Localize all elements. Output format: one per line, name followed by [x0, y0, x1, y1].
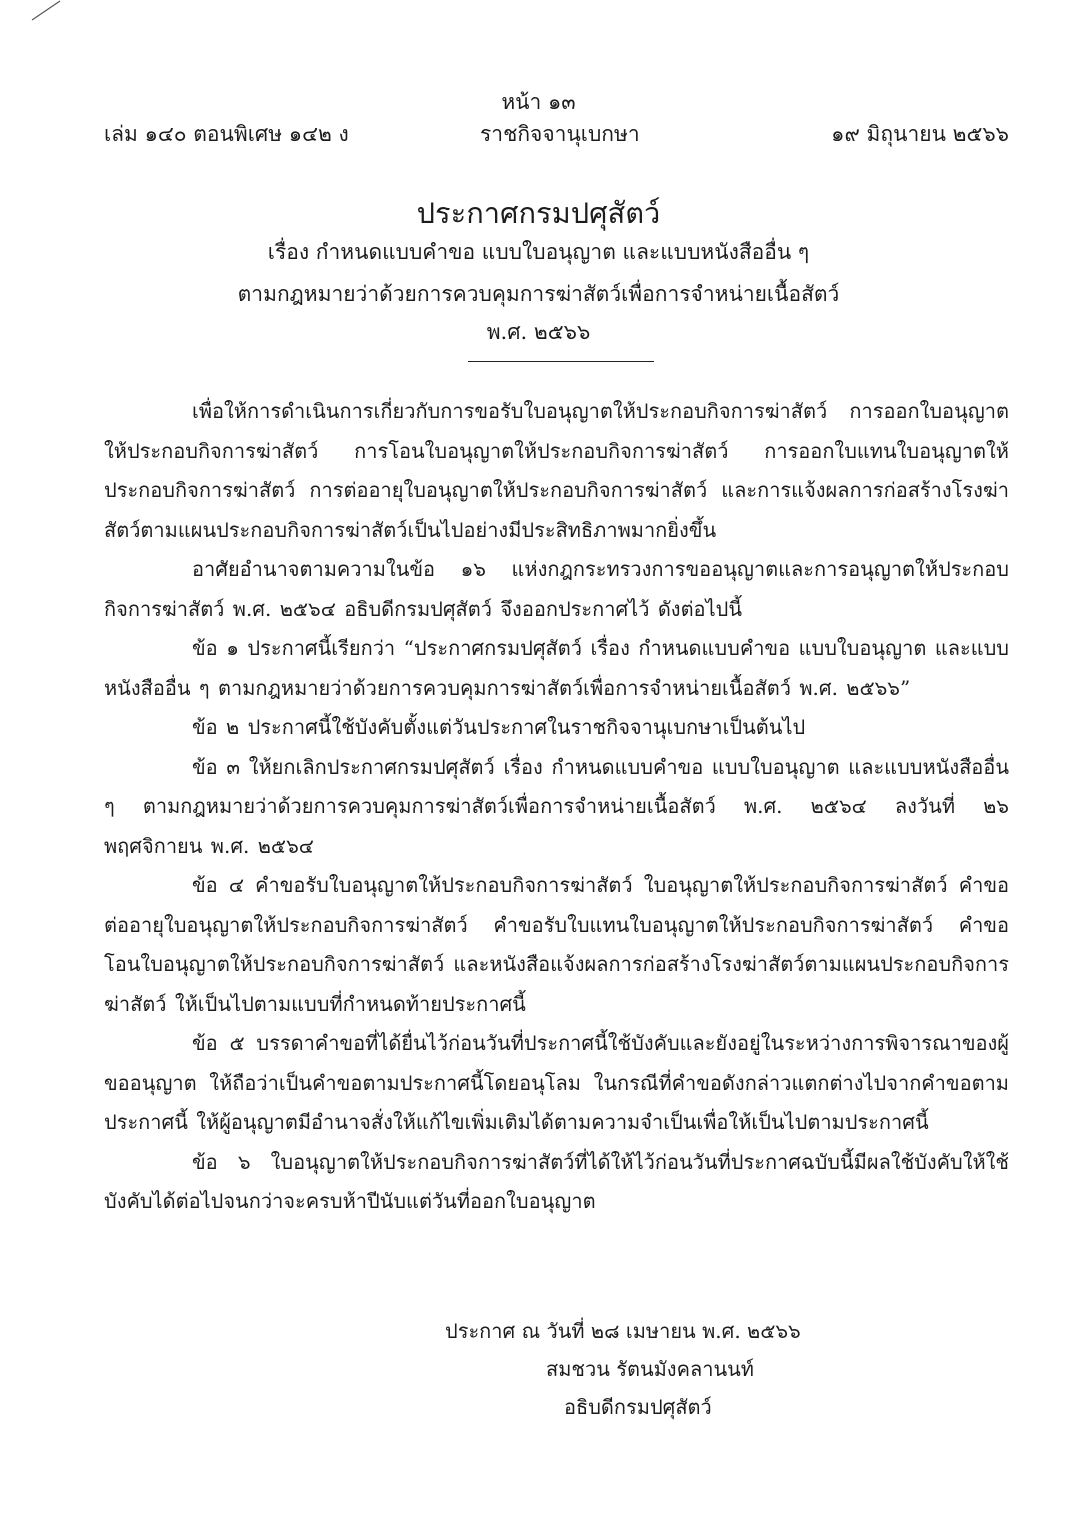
- scan-pen-mark: [30, 0, 64, 22]
- paragraph-purpose: เพื่อให้การดำเนินการเกี่ยวกับการขอรับใบอนุญาตให้ประกอบกิจการฆ่าสัตว์ การออกใบอนุญาตให้ประกอบกิจการฆ่าสัตว์ การโอนใบอนุญาตให้ประกอบกิจการฆ่าสัตว์ การออกใบแทนใบอนุญาตให้ประกอบกิจการฆ่าสัตว์ การต่ออายุใบอนุญาตให้ประกอบกิจการฆ่าสัตว์ และการแจ้งผลการก่อสร้างโรงฆ่าสัตว์ตามแผนประกอบกิจการฆ่าสัตว์เป็นไปอย่างมีประสิทธิภาพมากยิ่งขึ้น: [104, 399, 1009, 542]
- announcement-title: ประกาศกรมปศุสัตว์: [416, 196, 661, 230]
- subject-line-1: เรื่อง กำหนดแบบคำขอ แบบใบอนุญาต และแบบหนังสืออื่น ๆ: [267, 240, 810, 264]
- clause-1: ข้อ ๑ ประกาศนี้เรียกว่า “ประกาศกรมปศุสัตว์ เรื่อง กำหนดแบบคำขอ แบบใบอนุญาต และแบบหนังสืออื่น ๆ ตามกฎหมายว่าด้วยการควบคุมการฆ่าสัตว์เพื่อการจำหน่ายเนื้อสัตว์ พ.ศ. ๒๕๖๖”: [104, 636, 1009, 700]
- signatory-name: สมชวน รัตนมังคลานนท์: [546, 1357, 754, 1381]
- gazette-date: ๑๙ มิถุนายน ๒๕๖๖: [831, 122, 1009, 146]
- subject-year: พ.ศ. ๒๕๖๖: [486, 320, 591, 344]
- subject-line-2: ตามกฎหมายว่าด้วยการควบคุมการฆ่าสัตว์เพื่อการจำหน่ายเนื้อสัตว์: [237, 282, 840, 306]
- clause-4: ข้อ ๔ คำขอรับใบอนุญาตให้ประกอบกิจการฆ่าสัตว์ ใบอนุญาตให้ประกอบกิจการฆ่าสัตว์ คำขอต่ออายุใบอนุญาตให้ประกอบกิจการฆ่าสัตว์ คำขอรับใบแทนใบอนุญาตให้ประกอบกิจการฆ่าสัตว์ คำขอโอนใบอนุญาตให้ประกอบกิจการฆ่าสัตว์ และหนังสือแจ้งผลการก่อสร้างโรงฆ่าสัตว์ตามแผนประกอบกิจการฆ่าสัตว์ ให้เป็นไปตามแบบที่กำหนดท้ายประกาศนี้: [104, 873, 1009, 1016]
- announced-date: ประกาศ ณ วันที่ ๒๘ เมษายน พ.ศ. ๒๕๖๖: [445, 1319, 801, 1343]
- page-number: หน้า ๑๓: [501, 90, 576, 114]
- announcement-body: [104, 392, 1009, 1222]
- signatory-position: อธิบดีกรมปศุสัตว์: [564, 1395, 712, 1419]
- gazette-name: ราชกิจจานุเบกษา: [480, 122, 640, 146]
- paragraph-authority: อาศัยอำนาจตามความในข้อ ๑๖ แห่งกฎกระทรวงการขออนุญาตและการอนุญาตให้ประกอบกิจการฆ่าสัตว์ พ.ศ. ๒๕๖๔ อธิบดีกรมปศุสัตว์ จึงออกประกาศไว้ ดังต่อไปนี้: [104, 557, 1009, 621]
- clause-3: ข้อ ๓ ให้ยกเลิกประกาศกรมปศุสัตว์ เรื่อง กำหนดแบบคำขอ แบบใบอนุญาต และแบบหนังสืออื่น ๆ ตามกฎหมายว่าด้วยการควบคุมการฆ่าสัตว์เพื่อการจำหน่ายเนื้อสัตว์ พ.ศ. ๒๕๖๔ ลงวันที่ ๒๖ พฤศจิกายน พ.ศ. ๒๕๖๔: [104, 754, 1009, 858]
- clause-6: ข้อ ๖ ใบอนุญาตให้ประกอบกิจการฆ่าสัตว์ที่ได้ให้ไว้ก่อนวันที่ประกาศฉบับนี้มีผลใช้บังคับให้ใช้บังคับได้ต่อไปจนกว่าจะครบห้าปีนับแต่วันที่ออกใบอนุญาต: [104, 1149, 1009, 1213]
- gazette-header: [104, 118, 1009, 150]
- clause-2: ข้อ ๒ ประกาศนี้ใช้บังคับตั้งแต่วันประกาศในราชกิจจานุเบกษาเป็นต้นไป: [192, 715, 806, 739]
- clause-5: ข้อ ๕ บรรดาคำขอที่ได้ยื่นไว้ก่อนวันที่ประกาศนี้ใช้บังคับและยังอยู่ในระหว่างการพิจารณาของผู้ขออนุญาต ให้ถือว่าเป็นคำขอตามประกาศนี้โดยอนุโลม ในกรณีที่คำขอดังกล่าวแตกต่างไปจากคำขอตามประกาศนี้ ให้ผู้อนุญาตมีอำนาจสั่งให้แก้ไขเพิ่มเติมได้ตามความจำเป็นเพื่อให้เป็นไปตามประกาศนี้: [104, 1031, 1009, 1134]
- volume-issue: เล่ม ๑๔๐ ตอนพิเศษ ๑๔๒ ง: [104, 122, 349, 146]
- title-divider: [468, 361, 654, 362]
